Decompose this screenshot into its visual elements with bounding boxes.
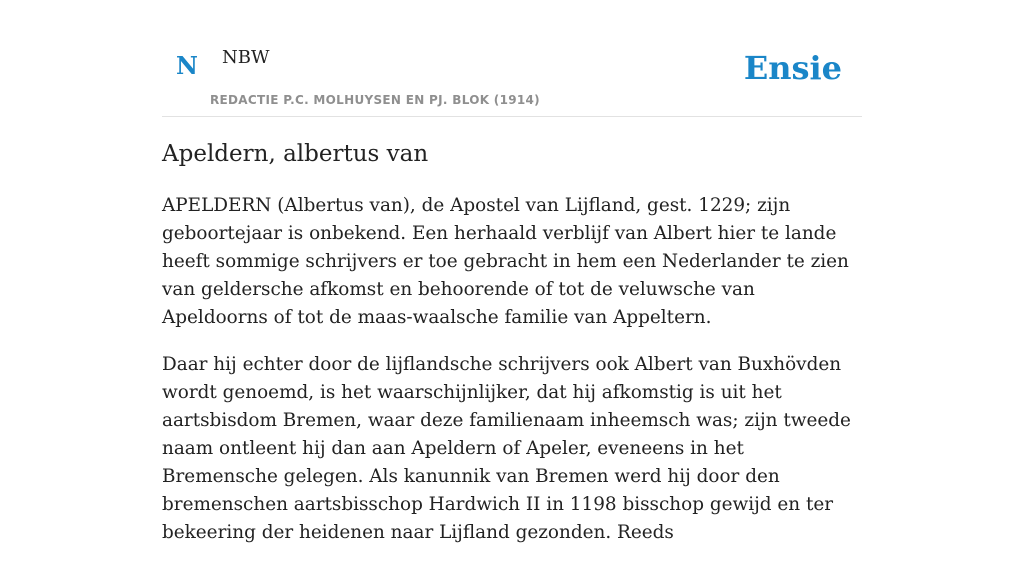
paragraph: APELDERN (Albertus van), de Apostel van Lijfland, gest. 1229; zijn geboortejaar is onbekend. Een herhaald verblijf van Albert hier te lande heeft sommige schrijvers er toe gebracht in hem een Nederlander te zien van geldersche afkomst en behoorende of tot de veluwsche van Apeldoorns of tot de maas-waalsche familie van Appeltern. [162,195,849,328]
entry-title: Apeldern, albertus van [162,141,429,167]
brand-logo[interactable]: Ensie [743,49,842,87]
source-logo[interactable]: N [176,51,198,80]
source-title[interactable]: NBW [222,47,270,68]
source-subtitle: REDACTIE P.C. MOLHUYSEN EN PJ. BLOK (1914) [210,93,540,107]
site-header [162,0,862,117]
paragraph: Daar hij echter door de lijflandsche schrijvers ook Albert van Buxhövden wordt genoemd, is het waarschijnlijker, dat hij afkomstig is uit het aartsbisdom Bremen, waar deze familienaam inheemsch was; zijn tweede naam ontleent hij dan aan Apeldern of Apeler, eveneens in het Bremensche gelegen. Als kanunnik van Bremen werd hij door den bremenschen aartsbisschop Hardwich II in 1198 bisschop gewijd en ter bekeering der heidenen naar Lijfland gezonden. Reeds [162,354,851,543]
entry-body [162,192,862,566]
